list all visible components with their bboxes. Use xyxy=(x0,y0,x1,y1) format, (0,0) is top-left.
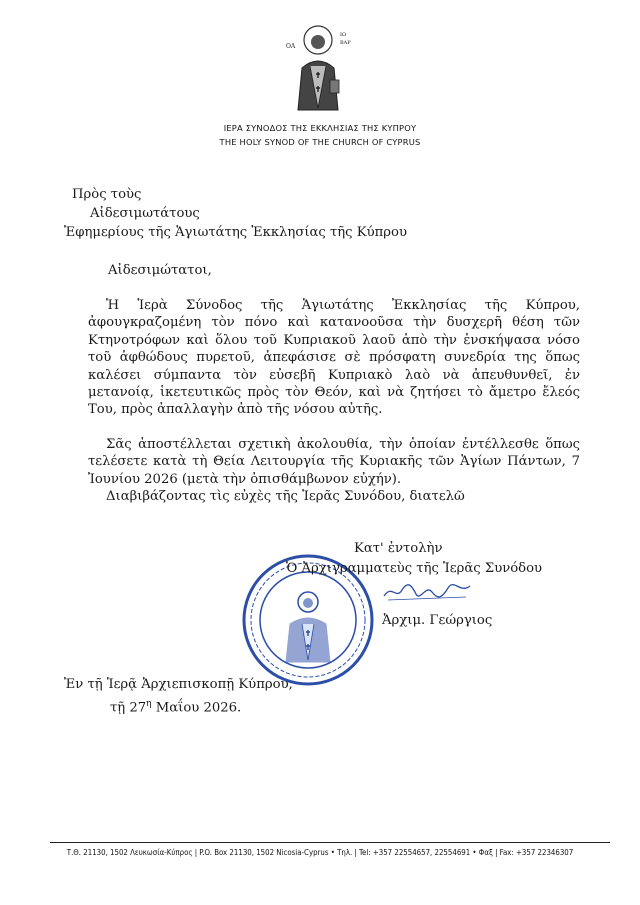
address-line-2: Αἰδεσιμωτάτους xyxy=(90,206,200,221)
svg-text:ΒΑΡ: ΒΑΡ xyxy=(340,40,351,46)
org-name-english: THE HOLY SYNOD OF THE CHURCH OF CYPRUS xyxy=(219,137,421,147)
address-line-1: Πρὸς τοὺς xyxy=(72,187,142,202)
signatory-name: Ἀρχιμ. Γεώργιος xyxy=(382,613,493,628)
body-paragraph-2: Σᾶς ἀποστέλλεται σχετικὴ ἀκολουθία, τὴν ὁποίαν ἐντέλλεσθε ὅπως τελέσετε κατὰ τὴ Θεία Λειτουργία τῆς Κυριακῆς τῶν Ἁγίων Πάντων, 7 Ἰουνίου 2026 (μετὰ τὴν ὀπισθάμβωνον εὐχήν). xyxy=(88,437,580,487)
date-line xyxy=(110,696,241,716)
body-paragraph-1: Ἡ Ἱερὰ Σύνοδος τῆς Ἁγιωτάτης Ἐκκλησίας τῆς Κύπρου, ἀφουγκραζομένη τὸν πόνο καὶ κατανοοῦσα τὴν δυσχερῆ θέση τῶν Κτηνοτρόφων καὶ ὅλου τοῦ Κυπριακοῦ λαοῦ ἀπὸ τὴν ἐνσκήψασα νόσο τοῦ ἀφθώδους πυρετοῦ, ἀπεφάσισε σὲ πρόσφατη συνεδρία της ὅπως καλέσει σύμπαντα τὸν εὐσεβῆ Κυπριακὸ λαὸ νὰ ἀπευθυνθεῖ, ἐν μετανοίᾳ, ἱκετευτικῶς πρὸς τὸν Θεόν, καὶ νὰ ζητήσει τὸ ἄμετρο ἔλεός Του, πρὸς ἀπαλλαγὴν ἀπὸ τῆς νόσου αὐτῆς. xyxy=(88,298,580,418)
closing-line-2: Ὁ Ἀρχιγραμματεὺς τῆς Ἱερᾶς Συνόδου xyxy=(286,561,543,576)
svg-text:ΙΩ: ΙΩ xyxy=(340,32,347,38)
place-line: Ἐν τῇ Ἱερᾷ Ἀρχιεπισκοπῇ Κύπρου, xyxy=(64,677,293,692)
address-line-3: Ἐφημερίους τῆς Ἁγιωτάτης Ἐκκλησίας τῆς Κύπρου xyxy=(64,225,407,240)
handwritten-signature xyxy=(382,580,472,604)
date-ordinal: η xyxy=(146,699,152,709)
closing-line-1: Κατ' ἐντολὴν xyxy=(354,541,443,556)
body-paragraph-3: Διαβιβάζοντας τὶς εὐχὲς τῆς Ἱερᾶς Συνόδου, διατελῶ xyxy=(106,489,465,504)
salutation: Αἰδεσιμώτατοι, xyxy=(108,263,212,278)
saint-emblem-icon xyxy=(276,18,360,114)
org-name-greek: ΙΕΡΑ ΣΥΝΟΔΟΣ ΤΗΣ ΕΚΚΛΗΣΙΑΣ ΤΗΣ ΚΥΠΡΟΥ xyxy=(223,123,417,133)
date-prefix: τῇ 27 xyxy=(110,700,147,716)
footer-divider xyxy=(50,842,610,843)
date-suffix: Μαΐου 2026. xyxy=(151,700,242,716)
footer-contact: Τ.Θ. 21130, 1502 Λευκωσία-Κύπρος | P.O. Box 21130, 1502 Nicosia-Cyprus • Τηλ. | Tel: +357 22554657, 22554691 • Φαξ | Fax: +357 22346307 xyxy=(66,848,574,857)
svg-text:ΟΑ: ΟΑ xyxy=(286,43,296,50)
